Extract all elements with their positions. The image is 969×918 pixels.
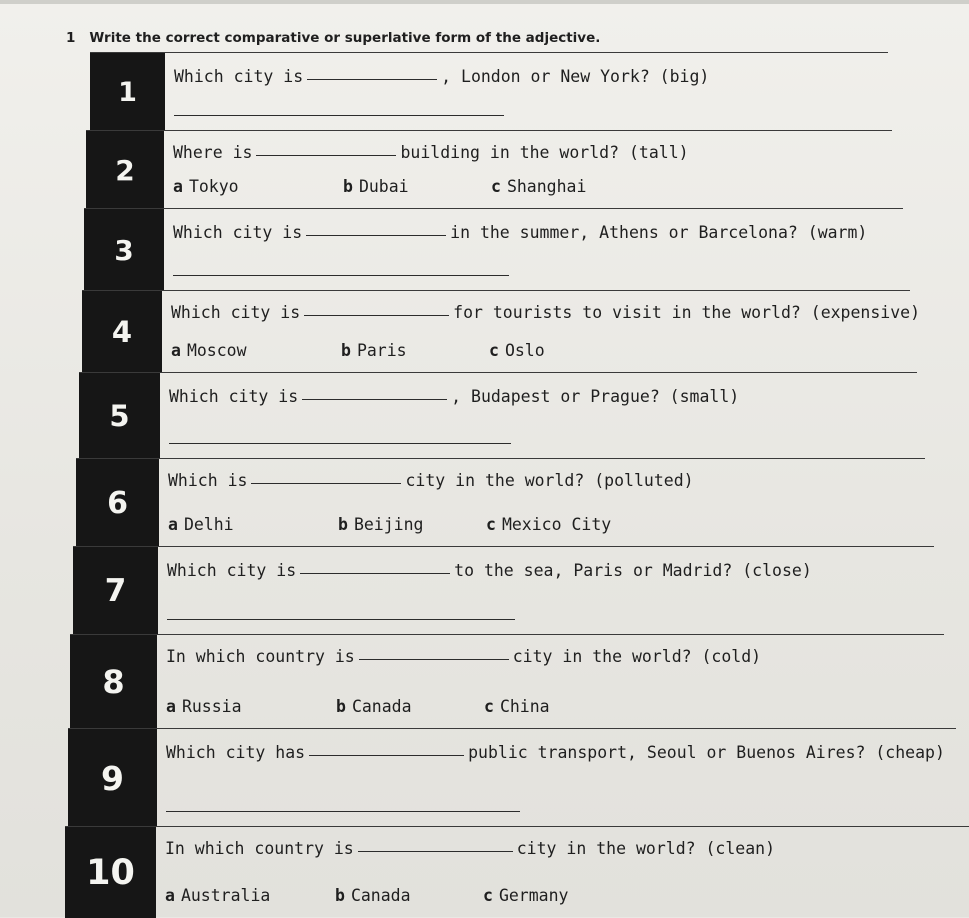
option-letter: a — [168, 515, 178, 534]
option-text: China — [499, 697, 550, 716]
option-letter: a — [171, 341, 181, 360]
question-row — [76, 458, 925, 547]
question-text-before: In which country is — [165, 839, 354, 858]
answer-blank[interactable] — [306, 234, 446, 236]
question-text-before: Which city is — [167, 561, 297, 580]
question-row — [70, 634, 944, 729]
question-text-before: Which city is — [169, 387, 299, 406]
answer-blank[interactable] — [256, 154, 396, 156]
option-text: Beijing — [353, 515, 424, 534]
question-text — [165, 839, 775, 858]
question-text — [169, 387, 739, 406]
question-text-after: public transport, Seoul or Buenos Aires? (cheap) — [468, 743, 945, 762]
question-text-after: , Budapest or Prague? (small) — [451, 387, 740, 406]
question-text — [166, 743, 945, 762]
option-letter: a — [173, 177, 183, 196]
question-text-before: Where is — [173, 143, 253, 162]
answer-option-b[interactable] — [341, 341, 407, 360]
option-text: Paris — [356, 341, 407, 360]
option-letter: b — [343, 177, 353, 196]
question-text-after: to the sea, Paris or Madrid? (close) — [454, 561, 812, 580]
question-row — [90, 52, 888, 131]
option-text: Australia — [180, 886, 271, 905]
question-number: 1 — [90, 53, 165, 131]
answer-blank[interactable] — [359, 658, 509, 660]
question-number: 5 — [79, 373, 160, 459]
question-text — [171, 303, 920, 322]
question-row — [84, 208, 903, 291]
question-text-after: for tourists to visit in the world? (expensive) — [453, 303, 921, 322]
question-text-before: Which city is — [174, 67, 304, 86]
answer-option-a[interactable] — [168, 515, 234, 534]
question-text-before: Which city is — [173, 223, 303, 242]
answer-line[interactable] — [174, 115, 504, 116]
answer-blank[interactable] — [251, 482, 401, 484]
option-letter: b — [335, 886, 345, 905]
option-text: Moscow — [186, 341, 247, 360]
option-text: Mexico City — [501, 515, 612, 534]
answer-blank[interactable] — [302, 398, 447, 400]
option-text: Canada — [350, 886, 411, 905]
answer-option-c[interactable] — [491, 177, 586, 196]
question-row — [86, 130, 892, 209]
question-number: 2 — [86, 131, 164, 209]
question-number: 4 — [82, 291, 162, 373]
answer-line[interactable] — [169, 443, 511, 444]
question-text — [174, 67, 709, 86]
exercise-number: 1 — [66, 30, 76, 46]
answer-option-b[interactable] — [335, 886, 411, 905]
instruction-text: Write the correct comparative or superlative form of the adjective. — [89, 30, 601, 46]
option-text: Dubai — [358, 177, 409, 196]
answer-option-b[interactable] — [336, 697, 412, 716]
answer-blank[interactable] — [307, 78, 437, 80]
answer-blank[interactable] — [300, 572, 450, 574]
question-row — [65, 826, 969, 918]
option-text: Oslo — [504, 341, 545, 360]
question-number: 6 — [76, 459, 159, 547]
question-text — [168, 471, 694, 490]
question-row — [73, 546, 934, 635]
question-number: 10 — [65, 827, 156, 918]
option-letter: b — [336, 697, 346, 716]
option-text: Tokyo — [188, 177, 239, 196]
option-text: Russia — [181, 697, 242, 716]
question-text — [166, 647, 761, 666]
answer-option-a[interactable] — [166, 697, 242, 716]
answer-option-c[interactable] — [483, 886, 568, 905]
question-number: 8 — [70, 635, 157, 729]
option-text: Germany — [498, 886, 569, 905]
option-letter: c — [491, 177, 501, 196]
answer-line[interactable] — [167, 619, 515, 620]
question-text-before: In which country is — [166, 647, 355, 666]
question-row — [68, 728, 956, 827]
option-letter: b — [338, 515, 348, 534]
question-text — [167, 561, 812, 580]
answer-line[interactable] — [166, 811, 520, 812]
answer-blank[interactable] — [309, 754, 464, 756]
option-letter: c — [489, 341, 499, 360]
question-text-after: city in the world? (cold) — [512, 647, 762, 666]
option-letter: c — [486, 515, 496, 534]
question-text-after: , London or New York? (big) — [441, 67, 710, 86]
option-letter: a — [166, 697, 176, 716]
question-text-after: city in the world? (clean) — [516, 839, 776, 858]
answer-option-b[interactable] — [338, 515, 423, 534]
question-text-before: Which city has — [166, 743, 306, 762]
option-letter: c — [483, 886, 493, 905]
question-number: 3 — [84, 209, 164, 291]
question-row — [82, 290, 921, 373]
answer-option-c[interactable] — [486, 515, 611, 534]
answer-option-c[interactable] — [489, 341, 545, 360]
question-row — [79, 372, 917, 459]
option-letter: a — [165, 886, 175, 905]
question-text-after: building in the world? (tall) — [400, 143, 689, 162]
question-text-before: Which is — [168, 471, 248, 490]
answer-line[interactable] — [173, 275, 509, 276]
question-text-after: city in the world? (polluted) — [405, 471, 694, 490]
answer-option-b[interactable] — [343, 177, 409, 196]
question-text — [173, 143, 689, 162]
answer-blank[interactable] — [358, 850, 513, 852]
option-letter: c — [484, 697, 494, 716]
answer-option-a[interactable] — [173, 177, 239, 196]
answer-option-a[interactable] — [165, 886, 270, 905]
question-text-after: in the summer, Athens or Barcelona? (warm) — [450, 223, 868, 242]
option-text: Delhi — [183, 515, 234, 534]
question-text-before: Which city is — [171, 303, 301, 322]
question-number: 9 — [68, 729, 157, 827]
question-text — [173, 223, 867, 242]
option-letter: b — [341, 341, 351, 360]
answer-option-a[interactable] — [171, 341, 247, 360]
answer-blank[interactable] — [304, 314, 449, 316]
answer-option-c[interactable] — [484, 697, 550, 716]
option-text: Shanghai — [506, 177, 587, 196]
option-text: Canada — [351, 697, 412, 716]
question-number: 7 — [73, 547, 158, 635]
